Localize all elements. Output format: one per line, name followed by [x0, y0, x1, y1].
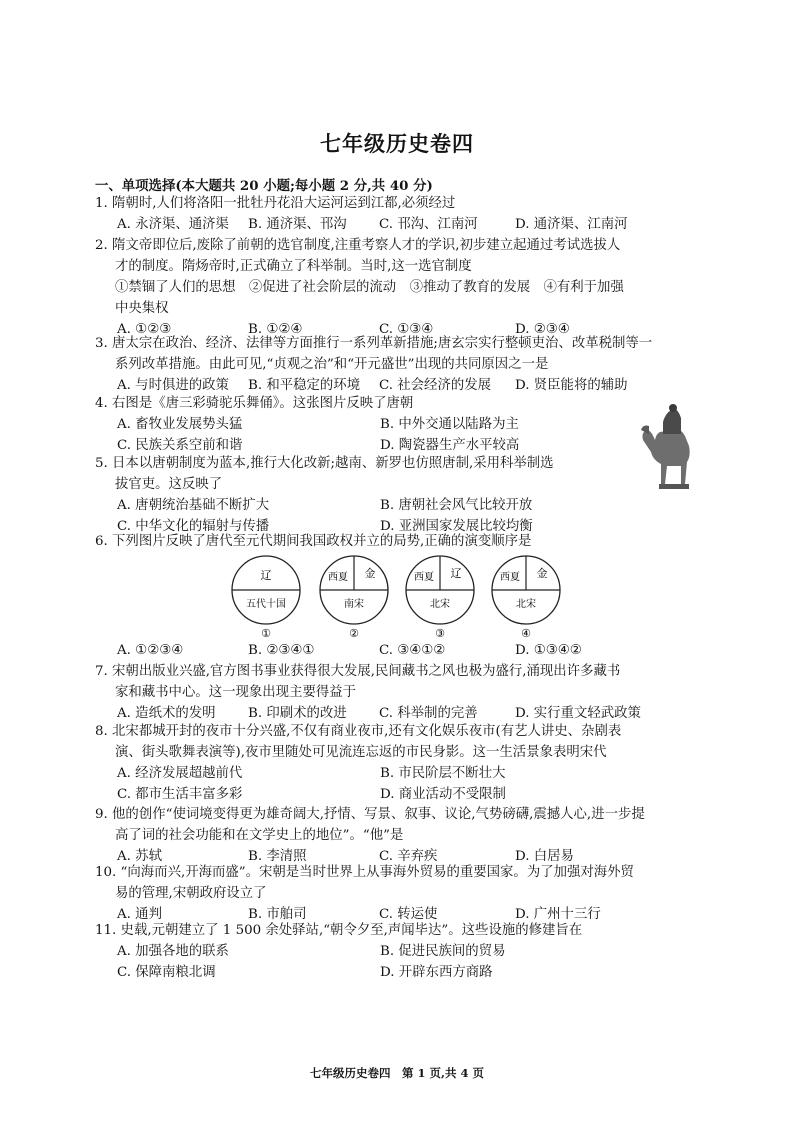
question-stem-line: ①禁锢了人们的思想 ②促进了社会阶层的流动 ③推动了教育的发展 ④有利于加强 [115, 280, 624, 295]
question-stem: 11. 史载,元朝建立了 1 500 余处驿站,“朝令夕至,声闻毕达”。这些设施的修建旨在 [95, 923, 583, 938]
diagram-label-bottom: 北宋 [516, 599, 536, 610]
question-1 [95, 193, 695, 235]
options-row [95, 763, 695, 784]
option-d: D. 白居易 [515, 849, 574, 864]
question-stem-line: 2. 隋文帝即位后,废除了前朝的选官制度,注重考察人才的学识,初步建立起通过考试选拔人 [95, 238, 621, 253]
option-d: D. 广州十三行 [515, 907, 601, 922]
option-a: A. ①②③④ [117, 643, 184, 658]
option-c: C. 转运使 [379, 907, 438, 922]
question-stem-line: 易的管理,宋朝政府设立了 [115, 886, 267, 901]
diagram-label-top-left: 西夏 [500, 572, 520, 583]
option-a: A. ①②③ [117, 322, 172, 337]
question-stem-line: 高了词的社会功能和在文学史上的地位”。“他”是 [115, 828, 404, 843]
section-heading: 一、单项选择(本大题共 20 小题;每小题 2 分,共 40 分) [95, 178, 433, 194]
options-row [95, 214, 695, 235]
option-c: C. 保障南粮北调 [117, 965, 216, 980]
option-c: C. 都市生活丰富多彩 [117, 787, 243, 802]
question-11 [95, 920, 695, 983]
option-d: D. ①③④② [515, 643, 582, 658]
option-d: D. 通济渠、江南河 [515, 217, 628, 232]
question-stem: 4. 右图是《唐三彩骑驼乐舞俑》。这张图片反映了唐朝 [95, 396, 414, 411]
option-a: A. 唐朝统治基础不断扩大 [117, 498, 270, 513]
question-stem: 1. 隋朝时,人们将洛阳一批牡丹花沿大运河运到江都,必须经过 [95, 196, 456, 211]
diagram-label-bottom: 北宋 [430, 599, 450, 610]
option-b: B. 李清照 [248, 849, 307, 864]
diagram-label-top-right: 金 [364, 567, 376, 580]
options-row [95, 941, 695, 962]
options-row [95, 784, 695, 805]
question-stem: 6. 下列图片反映了唐代至元代期间我国政权并立的局势,正确的演变顺序是 [95, 534, 532, 549]
question-6 [95, 531, 695, 552]
option-a: A. 通判 [117, 907, 162, 922]
page-footer: 七年级历史卷四 第 1 页,共 4 页 [309, 1066, 485, 1080]
option-d: D. ②③④ [515, 322, 570, 337]
question-3 [95, 333, 695, 396]
option-a: A. 造纸术的发明 [117, 706, 216, 721]
option-d: D. 陶瓷器生产水平较高 [380, 438, 520, 453]
question-5 [95, 453, 695, 537]
question-stem-line: 才的制度。隋炀帝时,正式确立了科举制。当时,这一选官制度 [115, 259, 472, 274]
diagram-label-bottom: 南宋 [344, 599, 364, 610]
option-c: C. 科举制的完善 [379, 706, 478, 721]
option-a: A. 与时俱进的政策 [117, 378, 229, 393]
diagram-number: ④ [521, 627, 531, 640]
options-row [95, 640, 695, 661]
option-b: B. 通济渠、邗沟 [248, 217, 347, 232]
question-stem-line: 10. “向海而兴,开海而盛”。宋朝是当时世界上从事海外贸易的重要国家。为了加强对海外贸 [95, 865, 634, 880]
question-6-options [95, 640, 695, 661]
question-10 [95, 862, 695, 925]
options-row [95, 495, 695, 516]
option-d: D. 贤臣能将的辅助 [515, 378, 628, 393]
options-row [95, 414, 695, 435]
question-stem-line: 3. 唐太宗在政治、经济、法律等方面推行一系列革新措施;唐玄宗实行整顿吏治、改革税制等一 [95, 336, 653, 351]
option-d: D. 实行重文轻武政策 [515, 706, 641, 721]
question-stem-line: 8. 北宋都城开封的夜市十分兴盛,不仅有商业夜市,还有文化娱乐夜市(有艺人讲史、杂剧表 [95, 724, 622, 739]
regime-diagrams [228, 555, 568, 640]
option-a: A. 苏轼 [117, 849, 162, 864]
option-b: B. 和平稳定的环境 [248, 378, 361, 393]
diagram-2 [320, 556, 388, 640]
option-b: B. 市民阶层不断壮大 [380, 766, 506, 781]
diagram-label-top-left: 西夏 [414, 572, 434, 583]
option-c: C. 民族关系空前和谐 [117, 438, 243, 453]
page-title: 七年级历史卷四 [320, 131, 474, 156]
question-stem-line: 9. 他的创作“使词境变得更为雄奇阔大,抒情、写景、叙事、议论,气势磅礴,震撼人心,进一步提 [95, 807, 645, 822]
question-9 [95, 804, 695, 867]
question-stem-line: 7. 宋朝出版业兴盛,官方图书事业获得很大发展,民间藏书之风也极为盛行,涌现出许多藏书 [95, 664, 621, 679]
question-stem-line: 演、街头歌舞表演等),夜市里随处可见流连忘返的市民身影。这一生活景象表明宋代 [115, 745, 607, 760]
option-a: A. 经济发展超越前代 [117, 766, 243, 781]
question-stem-line: 家和藏书中心。这一现象出现主要得益于 [115, 685, 357, 700]
option-a: A. 畜牧业发展势头猛 [117, 417, 243, 432]
diagram-3 [406, 556, 474, 640]
option-c: C. 中华文化的辐射与传播 [117, 519, 270, 534]
diagram-number: ① [261, 627, 271, 640]
option-a: A. 加强各地的联系 [117, 944, 229, 959]
diagram-number: ② [349, 627, 359, 640]
option-c: C. 辛弃疾 [379, 849, 438, 864]
diagram-label-top-right: 辽 [450, 567, 462, 580]
option-c: C. ③④①② [379, 643, 446, 658]
diagram-number: ③ [435, 627, 445, 640]
option-b: B. ②③④① [248, 643, 315, 658]
option-b: B. 印刷术的改进 [248, 706, 347, 721]
option-a: A. 永济渠、通济渠 [117, 217, 229, 232]
option-b: B. 唐朝社会风气比较开放 [380, 498, 533, 513]
question-8 [95, 721, 695, 805]
option-d: D. 亚洲国家发展比较均衡 [380, 519, 533, 534]
diagram-label-top-right: 金 [536, 567, 548, 580]
option-c: C. 邗沟、江南河 [379, 217, 478, 232]
option-d: D. 商业活动不受限制 [380, 787, 506, 802]
question-7 [95, 661, 695, 724]
question-stem-line: 5. 日本以唐朝制度为蓝本,推行大化改新;越南、新罗也仿照唐制,采用科举制选 [95, 456, 554, 471]
option-b: B. 中外交通以陆路为主 [380, 417, 519, 432]
question-2 [95, 235, 695, 340]
option-b: B. 市舶司 [248, 907, 307, 922]
question-stem-line: 系列改革措施。由此可见,“贞观之治”和“开元盛世”出现的共同原因之一是 [115, 357, 549, 372]
option-c: C. ①③④ [379, 322, 434, 337]
question-stem-line: 中央集权 [115, 301, 169, 316]
question-4 [95, 393, 695, 456]
option-d: D. 开辟东西方商路 [380, 965, 493, 980]
diagram-label-top: 辽 [260, 569, 272, 582]
diagram-1 [232, 556, 300, 640]
diagram-label-top-left: 西夏 [328, 572, 348, 583]
option-b: B. 促进民族间的贸易 [380, 944, 506, 959]
option-b: B. ①②④ [248, 322, 303, 337]
diagram-4 [492, 556, 560, 640]
options-row [95, 962, 695, 983]
option-c: C. 社会经济的发展 [379, 378, 492, 393]
diagram-label-bottom: 五代十国 [246, 599, 286, 610]
question-stem-line: 拔官吏。这反映了 [115, 477, 223, 492]
